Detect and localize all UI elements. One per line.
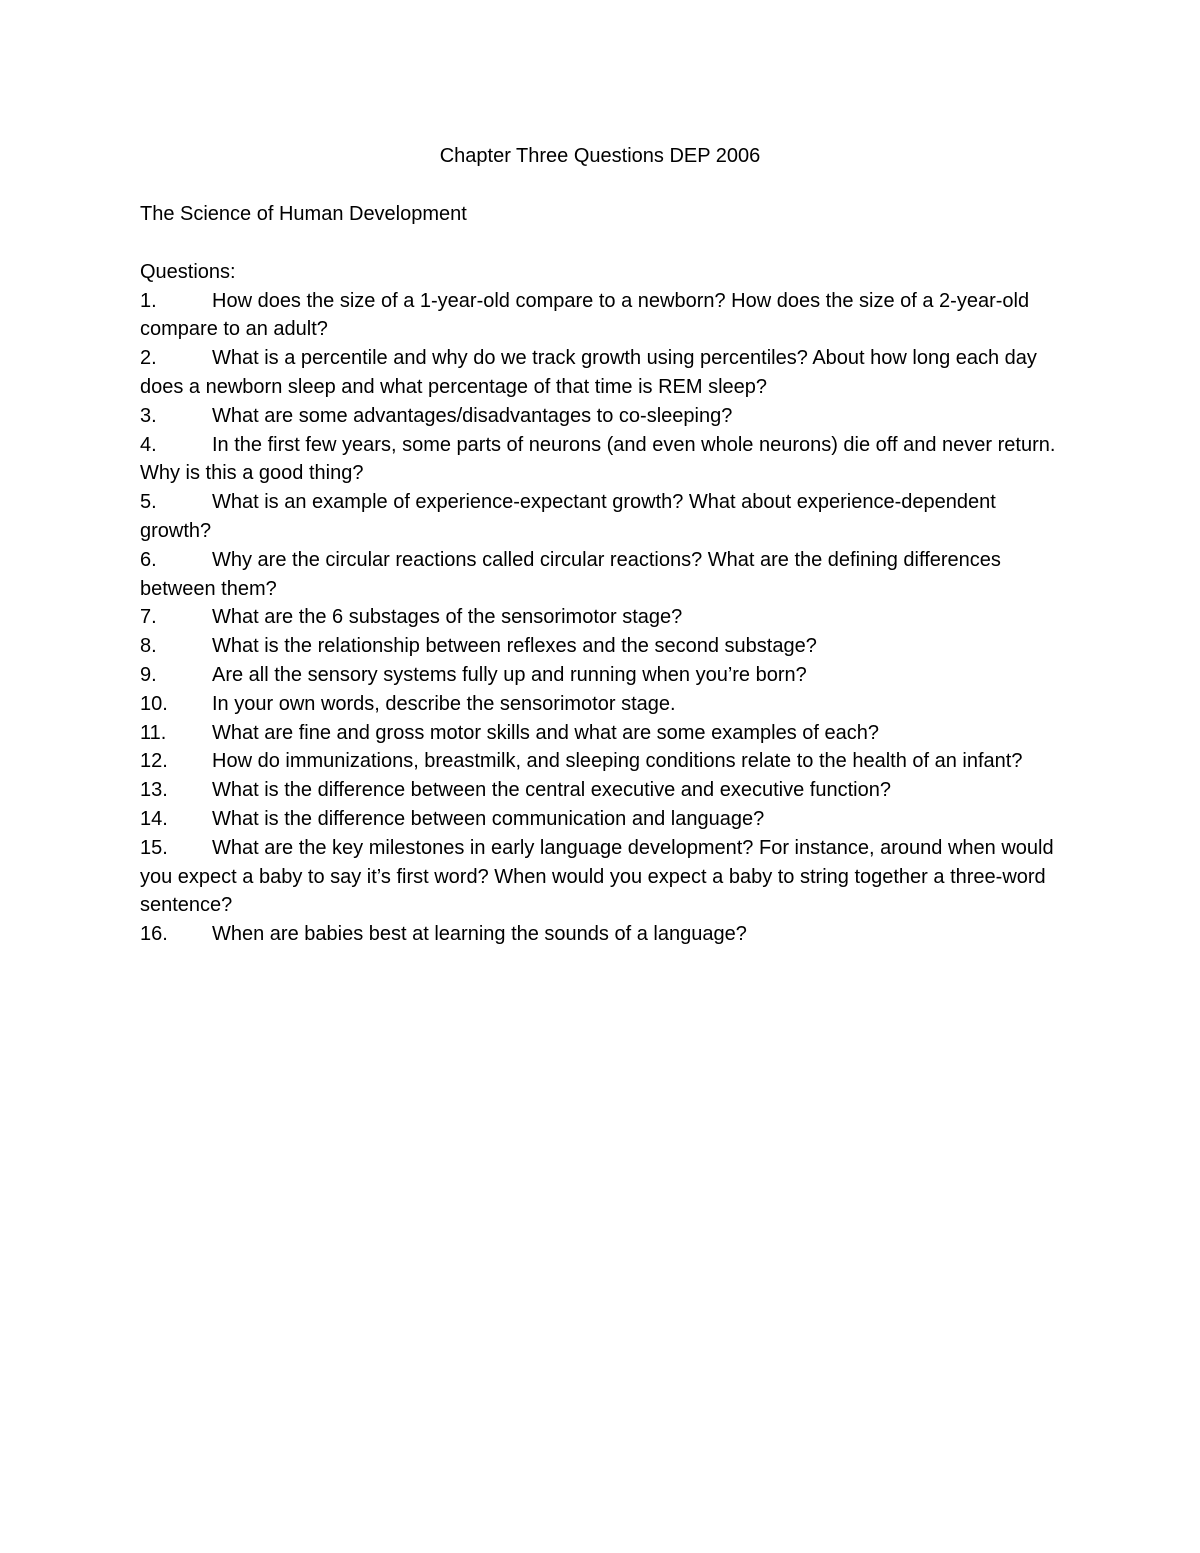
question-text: What is the difference between the central executive and executive function? (212, 779, 891, 802)
question-item (140, 834, 1070, 920)
question-item (140, 431, 1070, 489)
question-number: 7. (140, 606, 157, 629)
document-subtitle: The Science of Human Development (140, 203, 467, 225)
question-item (140, 402, 1070, 431)
question-item (140, 719, 1070, 748)
question-number: 13. (140, 779, 168, 802)
question-number: 6. (140, 548, 157, 571)
question-number: 3. (140, 404, 157, 427)
question-item (140, 287, 1070, 345)
question-item (140, 344, 1070, 402)
question-text: How do immunizations, breastmilk, and sleeping conditions relate to the health of an infant? (212, 750, 1023, 773)
question-text: Are all the sensory systems fully up and running when you’re born? (212, 663, 807, 686)
question-text: How does the size of a 1-year-old compare to a newborn? How does the size of a 2-year-old compare to an adult? (140, 289, 1030, 341)
question-item (140, 546, 1070, 604)
question-item (140, 488, 1070, 546)
question-text: What are fine and gross motor skills and what are some examples of each? (212, 721, 879, 744)
document-body (140, 200, 1070, 949)
question-text: What are the key milestones in early language development? For instance, around when would you expect a baby to say it’s first word? When would you expect a baby to string together a three-word sentence? (140, 836, 1054, 917)
question-number: 15. (140, 836, 168, 859)
question-number: 2. (140, 347, 157, 370)
question-item (140, 661, 1070, 690)
question-number: 1. (140, 289, 157, 312)
question-text: What are some advantages/disadvantages to co-sleeping? (212, 404, 733, 427)
question-item (140, 603, 1070, 632)
document-title: Chapter Three Questions DEP 2006 (439, 145, 761, 167)
question-list (140, 287, 1070, 949)
question-number: 9. (140, 663, 157, 686)
question-text: What is the relationship between reflexes and the second substage? (212, 635, 817, 658)
question-text: What is the difference between communication and language? (212, 807, 765, 830)
question-item (140, 776, 1070, 805)
question-text: What is an example of experience-expectant growth? What about experience-dependent growth? (140, 491, 996, 542)
question-number: 5. (140, 491, 157, 514)
question-text: What is a percentile and why do we track growth using percentiles? About how long each day does a newborn sleep and what percentage of that time is REM sleep? (140, 347, 1037, 398)
question-number: 14. (140, 807, 168, 830)
question-item (140, 690, 1070, 719)
question-item (140, 805, 1070, 834)
question-item (140, 920, 1070, 949)
question-item (140, 632, 1070, 661)
question-text: When are babies best at learning the sounds of a language? (212, 923, 747, 946)
question-text: In your own words, describe the sensorimotor stage. (212, 692, 676, 715)
question-number: 8. (140, 635, 157, 658)
question-text: Why are the circular reactions called circular reactions? What are the defining differences between them? (140, 548, 1001, 600)
question-number: 10. (140, 692, 168, 715)
question-item (140, 747, 1070, 776)
question-text: What are the 6 substages of the sensorimotor stage? (212, 606, 683, 629)
question-number: 11. (140, 721, 167, 744)
questions-label: Questions: (140, 260, 236, 283)
question-number: 4. (140, 433, 157, 456)
question-text: In the first few years, some parts of neurons (and even whole neurons) die off and never return. Why is this a good thing? (140, 433, 1056, 485)
question-number: 16. (140, 923, 168, 946)
question-number: 12. (140, 750, 168, 773)
